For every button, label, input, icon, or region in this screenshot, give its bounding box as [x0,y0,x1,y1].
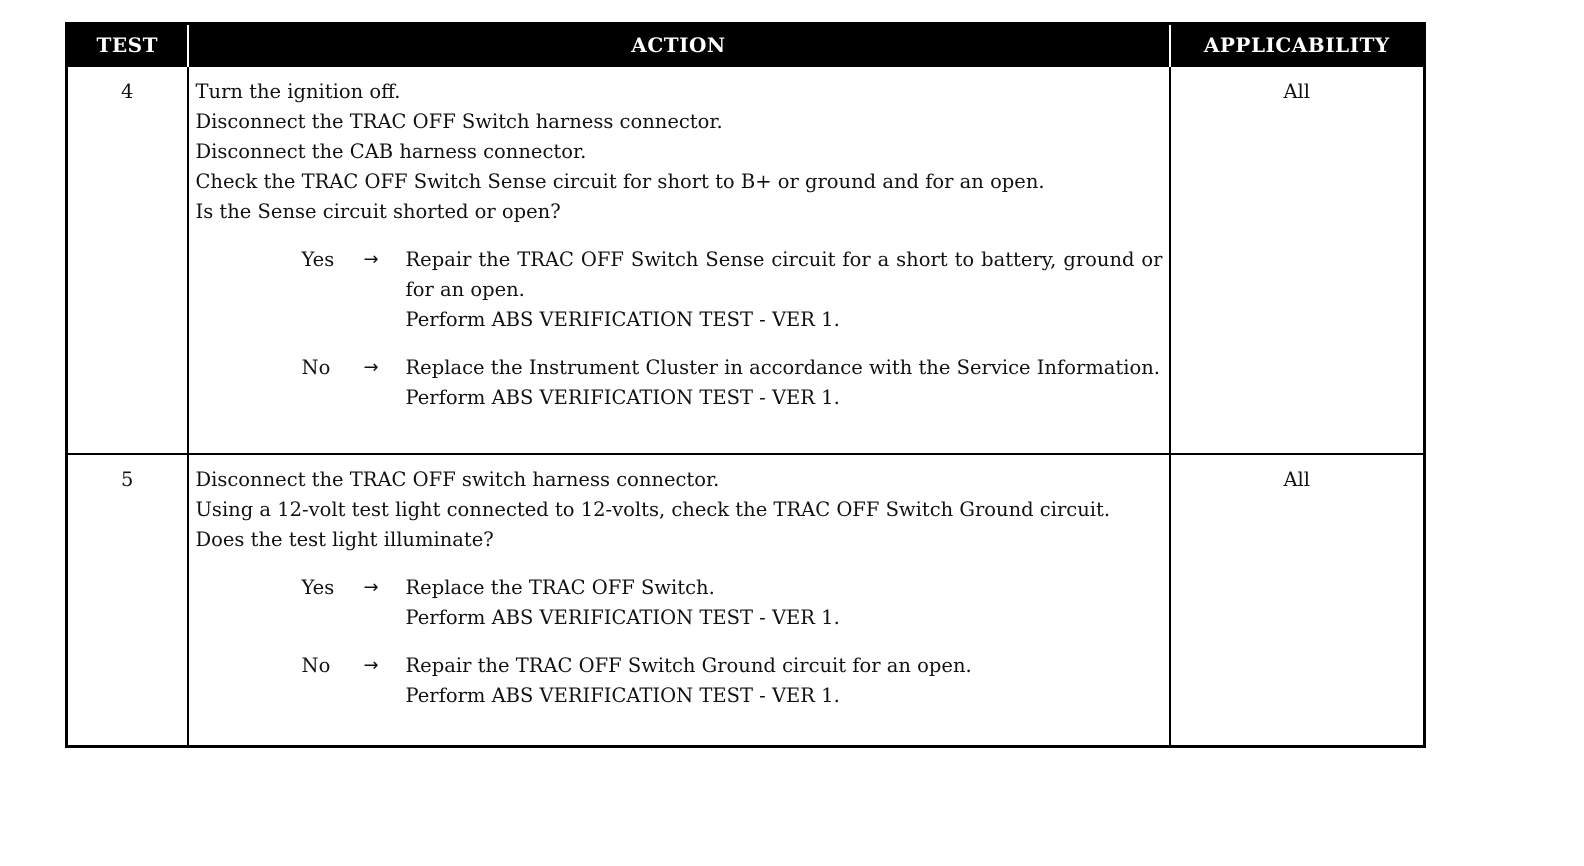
applicability-value: All [1170,66,1425,454]
action-step: Is the Sense circuit shorted or open? [195,200,561,223]
action-step: Disconnect the TRAC OFF switch harness connector. [195,468,720,491]
test-number: 5 [67,454,188,747]
header-applicability: APPLICABILITY [1170,24,1425,67]
outcome-answer: Yes [301,248,335,271]
outcome-line: Repair the TRAC OFF Switch Ground circuit for an open. [405,654,972,677]
outcome-instructions [406,573,1163,633]
table-row-test-5 [67,454,1425,747]
right-arrow-icon: → [363,577,379,598]
table-header [67,24,1425,67]
header-test: TEST [67,24,188,67]
action-step: Does the test light illuminate? [195,528,494,551]
outcome-instructions [406,651,1163,711]
test-number: 4 [67,66,188,454]
header-row [67,24,1425,67]
outcome-instructions [406,353,1163,413]
right-arrow-icon: → [363,249,379,270]
applicability-value: All [1170,454,1425,747]
right-arrow-icon: → [363,655,379,676]
outcome-answer: Yes [301,576,335,599]
action-step: Check the TRAC OFF Switch Sense circuit for short to B+ or ground and for an open. [195,170,1045,193]
right-arrow-icon: → [363,357,379,378]
action-step: Turn the ignition off. [195,80,401,103]
outcome-line: Replace the Instrument Cluster in accordance with the Service Information. [405,356,1160,379]
outcome-no [196,651,1163,711]
table-body [67,66,1425,747]
outcome-instructions [406,245,1163,335]
action-step: Disconnect the CAB harness connector. [195,140,587,163]
outcome-line: Replace the TRAC OFF Switch. [405,576,715,599]
action-cell [188,454,1170,747]
action-cell [188,66,1170,454]
table-row-test-4 [67,66,1425,454]
outcome-answer: No [301,356,331,379]
outcome-yes [196,245,1163,335]
header-action: ACTION [188,24,1170,67]
action-step: Using a 12-volt test light connected to 12-volts, check the TRAC OFF Switch Ground circuit. [195,498,1111,521]
outcome-line: Perform ABS VERIFICATION TEST - VER 1. [405,684,840,707]
outcome-answer: No [301,654,331,677]
outcome-no [196,353,1163,413]
action-step: Disconnect the TRAC OFF Switch harness connector. [195,110,723,133]
outcome-yes [196,573,1163,633]
outcome-line: Perform ABS VERIFICATION TEST - VER 1. [405,386,840,409]
outcome-line: Repair the TRAC OFF Switch Sense circuit for a short to battery, ground or for an open. [405,248,1163,301]
outcome-line: Perform ABS VERIFICATION TEST - VER 1. [405,606,840,629]
outcome-line: Perform ABS VERIFICATION TEST - VER 1. [405,308,840,331]
diagnostic-test-table [65,22,1426,748]
